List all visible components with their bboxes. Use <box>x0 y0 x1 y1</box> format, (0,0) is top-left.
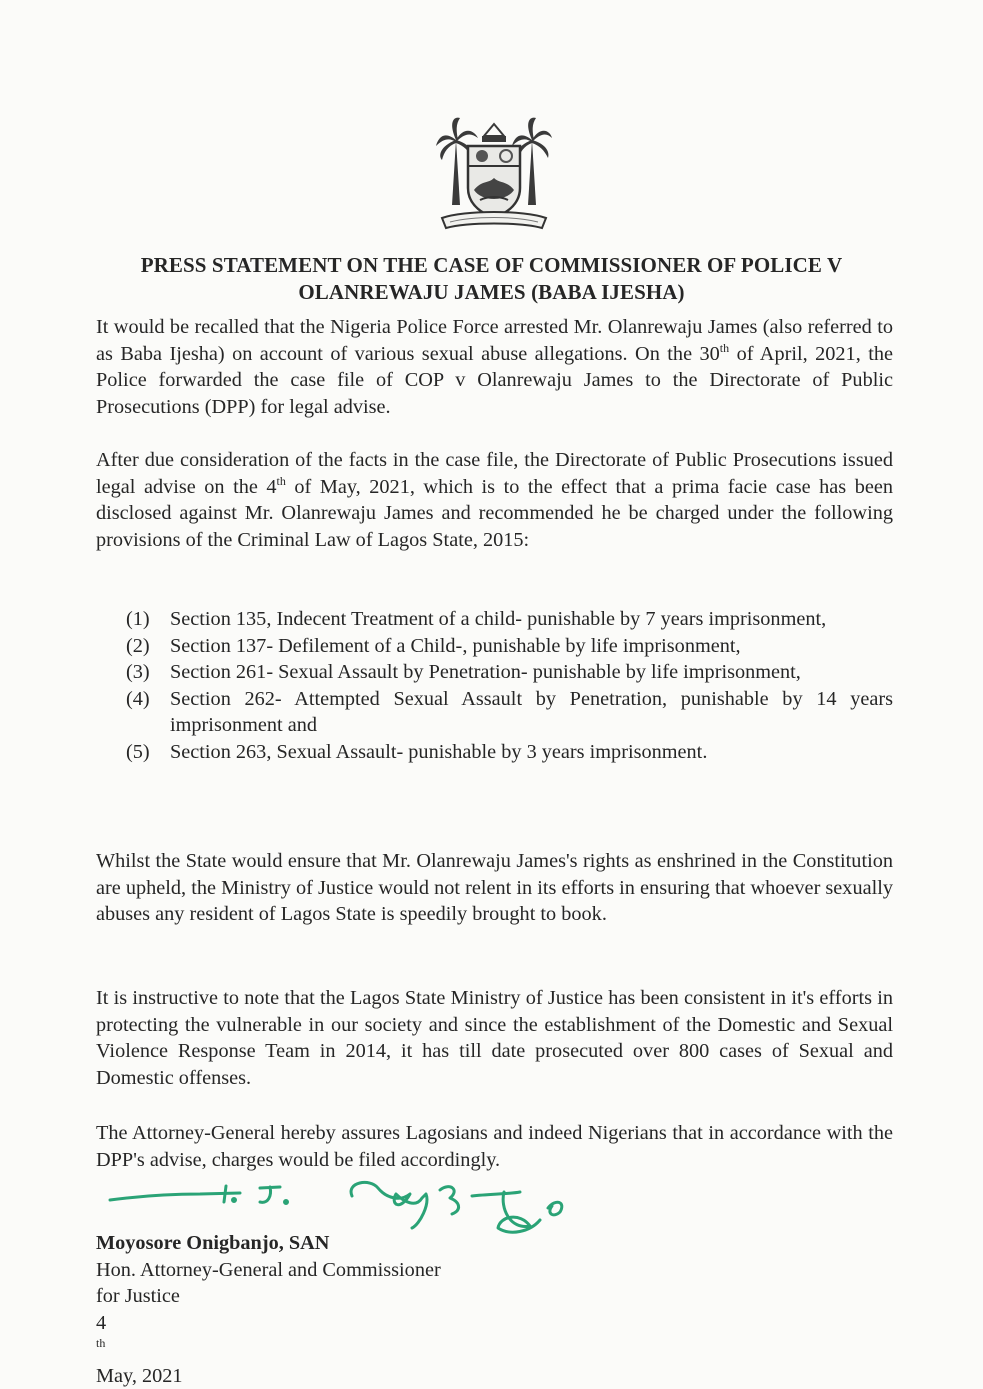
list-item-text: Section 262- Attempted Sexual Assault by Penetration, punishable by 14 years imprisonment and <box>170 686 893 739</box>
list-item <box>126 739 893 766</box>
paragraph-assurance: The Attorney-General hereby assures Lagosians and indeed Nigerians that in accordance with the DPP's advise, charges would be filed accordingly. <box>96 1120 893 1173</box>
signatory-title-line-2: for Justice <box>96 1283 441 1310</box>
paragraph-recall-text-a: It would be recalled that the Nigeria Police Force arrested Mr. Olanrewaju James (also referred to as Baba Ijesha) on account of various sexual abuse allegations. On the 30 <box>96 316 893 365</box>
list-item-number: (5) <box>126 739 170 766</box>
paragraph-legal-advise-text-a: After due consideration of the facts in the case file, the Directorate of Public Prosecutions issued legal advise on the 4 <box>96 449 893 498</box>
list-item <box>126 659 893 686</box>
paragraph-ministry-record: It is instructive to note that the Lagos State Ministry of Justice has been consistent in it's efforts in protecting the vulnerable in our society and since the establishment of the Domestic and Sexual Violence Response Team in 2014, it has till date prosecuted over 800 cases of Sexual and Domestic offenses. <box>96 985 893 1091</box>
date-day: 4 <box>96 1310 441 1337</box>
paragraph-legal-advise-sup: th <box>277 474 286 488</box>
paragraph-legal-advise-text-b: of May, 2021, which is to the effect that a prima facie case has been disclosed against Mr. Olanrewaju James and recommended he be charged under the following provisions of the Criminal Law of Lagos State, 2015: <box>96 476 893 551</box>
signatory-name: Moyosore Onigbanjo, SAN <box>96 1230 441 1257</box>
date-sup: th <box>96 1336 105 1350</box>
list-item-number: (1) <box>126 606 170 633</box>
date-rest: May, 2021 <box>96 1363 441 1389</box>
list-item-number: (3) <box>126 659 170 686</box>
title-line-1: PRESS STATEMENT ON THE CASE OF COMMISSIONER OF POLICE V <box>60 252 923 279</box>
paragraph-recall <box>96 314 893 420</box>
list-item <box>126 686 893 739</box>
list-item-number: (4) <box>126 686 170 739</box>
paragraph-legal-advise <box>96 447 893 553</box>
list-item-text: Section 261- Sexual Assault by Penetration- punishable by life imprisonment, <box>170 659 893 686</box>
page-title <box>60 252 923 306</box>
provisions-list <box>126 606 893 765</box>
lagos-state-coat-of-arms-icon <box>434 110 554 232</box>
signatory-title-line-1: Hon. Attorney-General and Commissioner <box>96 1257 441 1284</box>
statement-date <box>96 1310 441 1389</box>
list-item-text: Section 263, Sexual Assault- punishable by 3 years imprisonment. <box>170 739 893 766</box>
signatory-block <box>96 1230 441 1389</box>
paragraph-recall-text-b: of April, 2021, the Police forwarded the case file of COP v Olanrewaju James to the Directorate of Public Prosecutions (DPP) for legal advise. <box>96 343 893 418</box>
list-item-number: (2) <box>126 633 170 660</box>
list-item-text: Section 137- Defilement of a Child-, punishable by life imprisonment, <box>170 633 893 660</box>
title-line-2: OLANREWAJU JAMES (BABA IJESHA) <box>60 279 923 306</box>
paragraph-recall-sup: th <box>720 341 729 355</box>
list-item-text: Section 135, Indecent Treatment of a child- punishable by 7 years imprisonment, <box>170 606 893 633</box>
list-item <box>126 633 893 660</box>
paragraph-rights: Whilst the State would ensure that Mr. Olanrewaju James's rights as enshrined in the Constitution are upheld, the Ministry of Justice would not relent in its efforts in ensuring that whoever sexually abuses any resident of Lagos State is speedily brought to book. <box>96 848 893 928</box>
list-item <box>126 606 893 633</box>
